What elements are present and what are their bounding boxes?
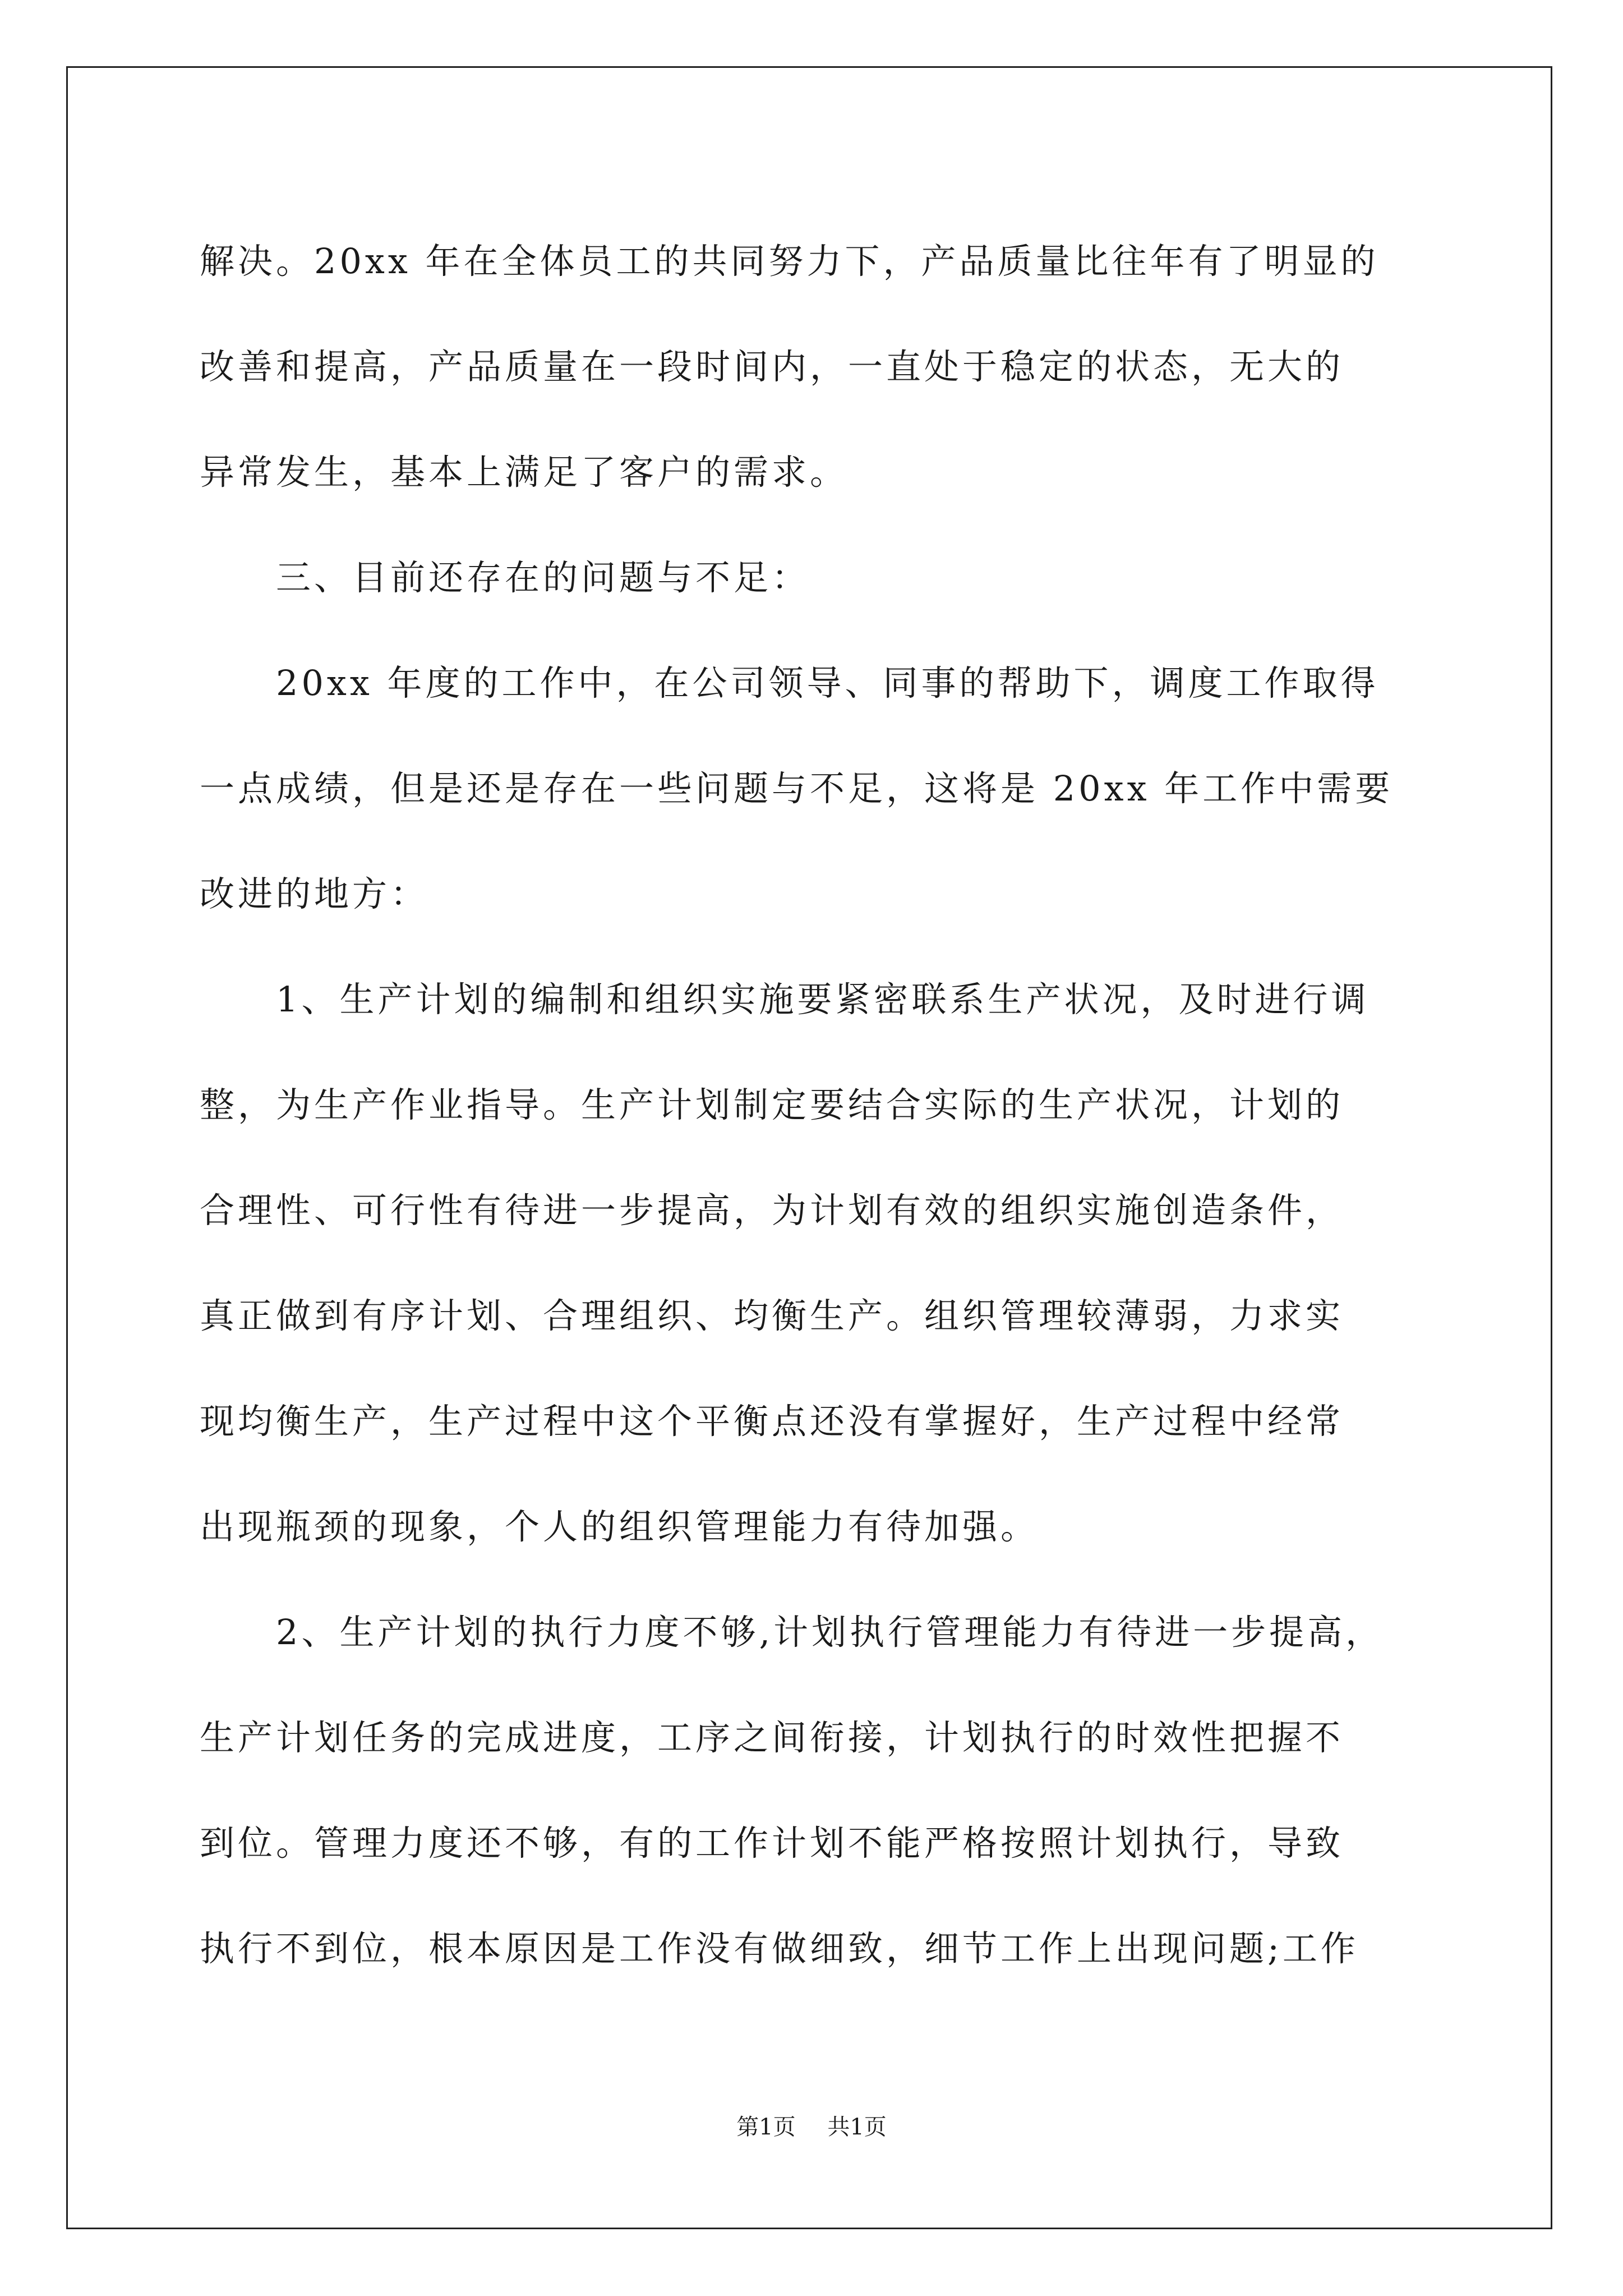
page-total: 共1页 <box>827 2114 887 2140</box>
text-line: 执行不到位，根本原因是工作没有做细致，细节工作上出现问题;工作 <box>200 1928 1359 1969</box>
text-line: 生产计划任务的完成进度，工序之间衔接，计划执行的时效性把握不 <box>200 1717 1344 1758</box>
text-line: 现均衡生产，生产过程中这个平衡点还没有掌握好，生产过程中经常 <box>200 1401 1344 1442</box>
text-line: 改善和提高，产品质量在一段时间内，一直处于稳定的状态，无大的 <box>200 346 1344 387</box>
list-item-1: 1、生产计划的编制和组织实施要紧密联系生产状况，及时进行调 <box>276 979 1370 1020</box>
text-line: 整，为生产作业指导。生产计划制定要结合实际的生产状况，计划的 <box>200 1084 1344 1125</box>
text-line: 改进的地方： <box>200 873 429 914</box>
page-footer <box>0 2109 1623 2141</box>
text-line: 合理性、可行性有待进一步提高，为计划有效的组织实施创造条件， <box>200 1190 1344 1231</box>
text-line: 20xx 年度的工作中，在公司领导、同事的帮助下，调度工作取得 <box>276 662 1379 703</box>
section-heading: 三、目前还存在的问题与不足： <box>276 557 810 598</box>
document-body <box>200 209 1428 2001</box>
text-line: 到位。管理力度还不够，有的工作计划不能严格按照计划执行，导致 <box>200 1823 1344 1864</box>
page-number: 第1页 <box>736 2114 796 2140</box>
text-line: 解决。20xx 年在全体员工的共同努力下，产品质量比往年有了明显的 <box>200 241 1379 282</box>
text-line: 真正做到有序计划、合理组织、均衡生产。组织管理较薄弱，力求实 <box>200 1295 1344 1336</box>
text-line: 一点成绩，但是还是存在一些问题与不足，这将是 20xx 年工作中需要 <box>200 768 1394 809</box>
text-line: 异常发生，基本上满足了客户的需求。 <box>200 452 849 493</box>
list-item-2: 2、生产计划的执行力度不够,计划执行管理能力有待进一步提高， <box>276 1612 1384 1653</box>
text-line: 出现瓶颈的现象，个人的组织管理能力有待加强。 <box>200 1506 1039 1547</box>
